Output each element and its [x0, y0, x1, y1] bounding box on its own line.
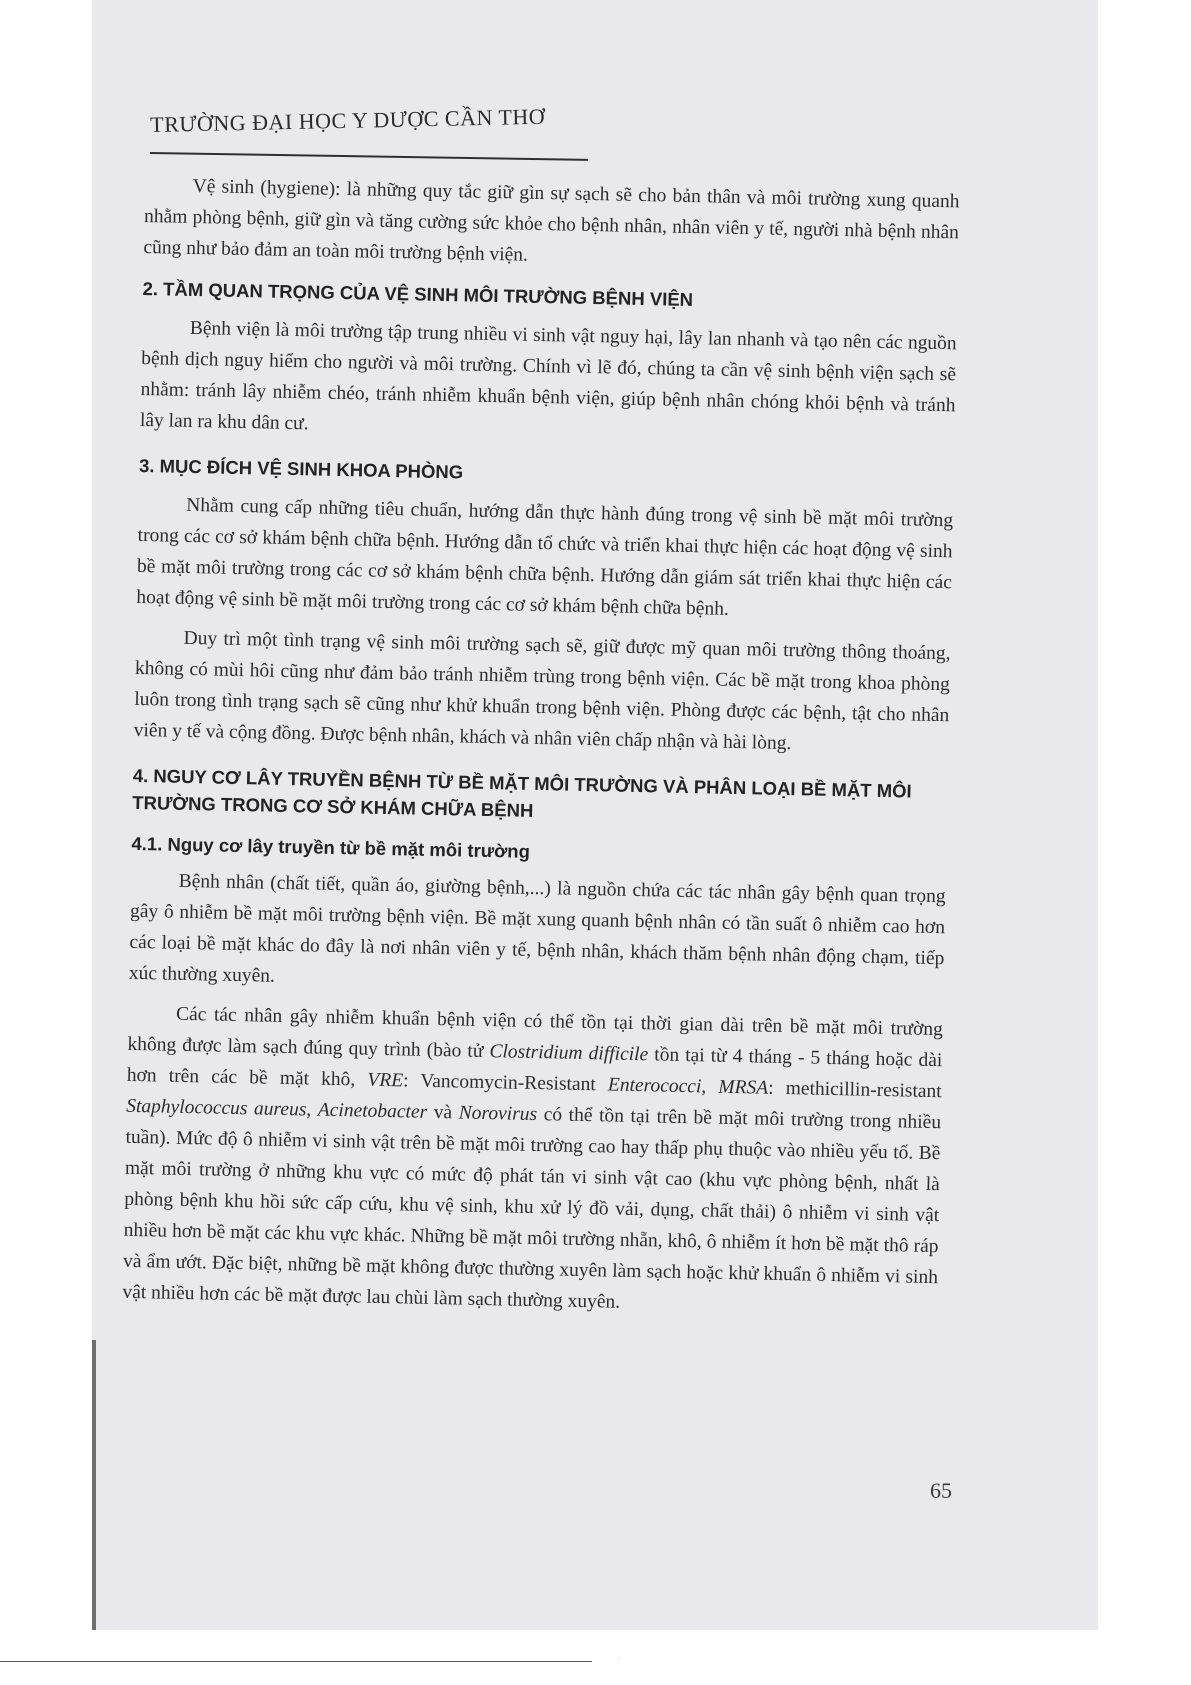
abbreviation: VRE: [367, 1069, 404, 1092]
text-run: ,: [701, 1076, 719, 1098]
text-run: ,: [306, 1099, 319, 1121]
intro-paragraph: Vệ sinh (hygiene): là những quy tắc giữ gìn sự sạch sẽ cho bản thân và môi trường xung quanh nhằm phòng bệnh, giữ gìn và tăng cường sức khỏe cho bệnh nhân, nhân viên y tế, người nhà bệnh nhân cũng như bảo đảm an toàn môi trường bệnh viện.: [143, 175, 960, 266]
footer-scan-mark: ·: [618, 1656, 620, 1662]
section-3-paragraph-2: Duy trì một tình trạng vệ sinh môi trường sạch sẽ, giữ được mỹ quan môi trường thông thoáng, không có mùi hôi cũng như đảm bảo tránh nhiễm trùng trong bệnh viện. Các bề mặt trong khoa phòng luôn trong tình trạng sạch sẽ cũng như khử khuẩn trong bệnh viện. Phòng được các bệnh, tật cho nhân viên y tế và cộng đồng. Được bệnh nhân, khách và nhân viên chấp nhận và hài lòng.: [133, 627, 951, 755]
text-run: : Vancomycin-Resistant: [402, 1070, 609, 1096]
text-run: và: [426, 1101, 459, 1124]
section-4-1-paragraph-2: [122, 998, 943, 1324]
section-2-heading: 2. TẦM QUAN TRỌNG CỦA VỆ SINH MÔI TRƯỜNG BỆNH VIỆN: [142, 277, 694, 311]
running-header: TRƯỜNG ĐẠI HỌC Y DƯỢC CẦN THƠ: [150, 103, 546, 137]
book-spine-shadow: [92, 1340, 96, 1630]
text-run: : methicillin-resistant: [767, 1077, 942, 1103]
organism-name: Staphylococcus aureus: [125, 1095, 307, 1121]
section-4-1-paragraph-1: Bệnh nhân (chất tiết, quần áo, giường bệnh,...) là nguồn chứa các tác nhân gây bệnh quan trọng gây ô nhiễm bề mặt môi trường bệnh viện. Bề mặt xung quanh bệnh nhân có tần suất ô nhiễm cao hơn các loại bề mặt khác do đây là nơi nhân viên y tế, bệnh nhân, khách thăm bệnh nhân động chạm, tiếp xúc thường xuyên.: [128, 870, 946, 987]
section-4-1-heading: 4.1. Nguy cơ lây truyền từ bề mặt môi trường: [131, 832, 531, 862]
footer-rule: [0, 1661, 592, 1662]
organism-name: Norovirus: [458, 1102, 538, 1126]
abbreviation: MRSA: [718, 1076, 769, 1099]
section-3-paragraph-1: Nhằm cung cấp những tiêu chuẩn, hướng dẫn thực hành đúng trong vệ sinh bề mặt môi trường trong các cơ sở khám bệnh chữa bệnh. Hướng dẫn tổ chức và triển khai thực hiện các hoạt động vệ sinh bề mặt môi trường trong các cơ sở khám bệnh chữa bệnh. Hướng dẫn giám sát triển khai thực hiện các hoạt động vệ sinh bề mặt môi trường trong các cơ sở khám bệnh chữa bệnh.: [136, 494, 954, 620]
text-run: tồn tại từ 4 tháng - 5 tháng hoặc dài hơn trên các bề mặt khô,: [126, 1044, 943, 1091]
section-3-heading: 3. MỤC ĐÍCH VỆ SINH KHOA PHÒNG: [138, 454, 464, 483]
page-body: [122, 170, 960, 1333]
section-4-heading: 4. NGUY CƠ LÂY TRUYỀN BỆNH TỪ BỀ MẶT MÔI TRƯỜNG VÀ PHÂN LOẠI BỀ MẶT MÔI TRƯỜNG TRONG CƠ SỞ KHÁM CHỮA BỆNH: [132, 764, 912, 821]
text-run: Các tác nhân gây nhiễm khuẩn bệnh viện có thể tồn tại thời gian dài trên bề mặt môi trường không được làm sạch đúng quy trình (bào tử: [127, 1003, 944, 1063]
organism-name: Clostridium difficile: [489, 1041, 649, 1066]
page-number: 65: [930, 1478, 952, 1503]
text-run: có thể tồn tại trên bề mặt môi trường trong nhiều tuần). Mức độ ô nhiễm vi sinh vật trên bề mặt môi trường cao hay thấp phụ thuộc vào nhiều yếu tố. Bề mặt môi trường ở những khu vực có mức độ phát tán vi sinh vật cao (khu vực phòng bệnh, nhất là phòng bệnh khu hồi sức cấp cứu, khu vệ sinh, khu xử lý đồ vải, dụng, chất thải) ô nhiễm vi sinh vật nhiều hơn bề mặt các khu vực khác. Những bề mặt môi trường nhẵn, khô, ô nhiễm ít hơn bề mặt thô ráp và ẩm ướt. Đặc biệt, những bề mặt không được thường xuyên làm sạch hoặc khử khuẩn ô nhiễm vi sinh vật nhiều hơn các bề mặt được lau chùi làm sạch thường xuyên.: [122, 1104, 942, 1313]
organism-name: Acinetobacter: [317, 1099, 428, 1123]
section-2-paragraph: Bệnh viện là môi trường tập trung nhiều vi sinh vật nguy hại, lây lan nhanh và tạo nên các nguồn bệnh dịch nguy hiểm cho người và môi trường. Chính vì lẽ đó, chúng ta cần vệ sinh bệnh viện sạch sẽ nhằm: tránh lây nhiễm chéo, tránh nhiễm khuẩn bệnh viện, giúp bệnh nhân chóng khỏi bệnh và tránh lây lan ra khu dân cư.: [139, 317, 957, 435]
organism-name: Enterococci: [607, 1074, 702, 1098]
